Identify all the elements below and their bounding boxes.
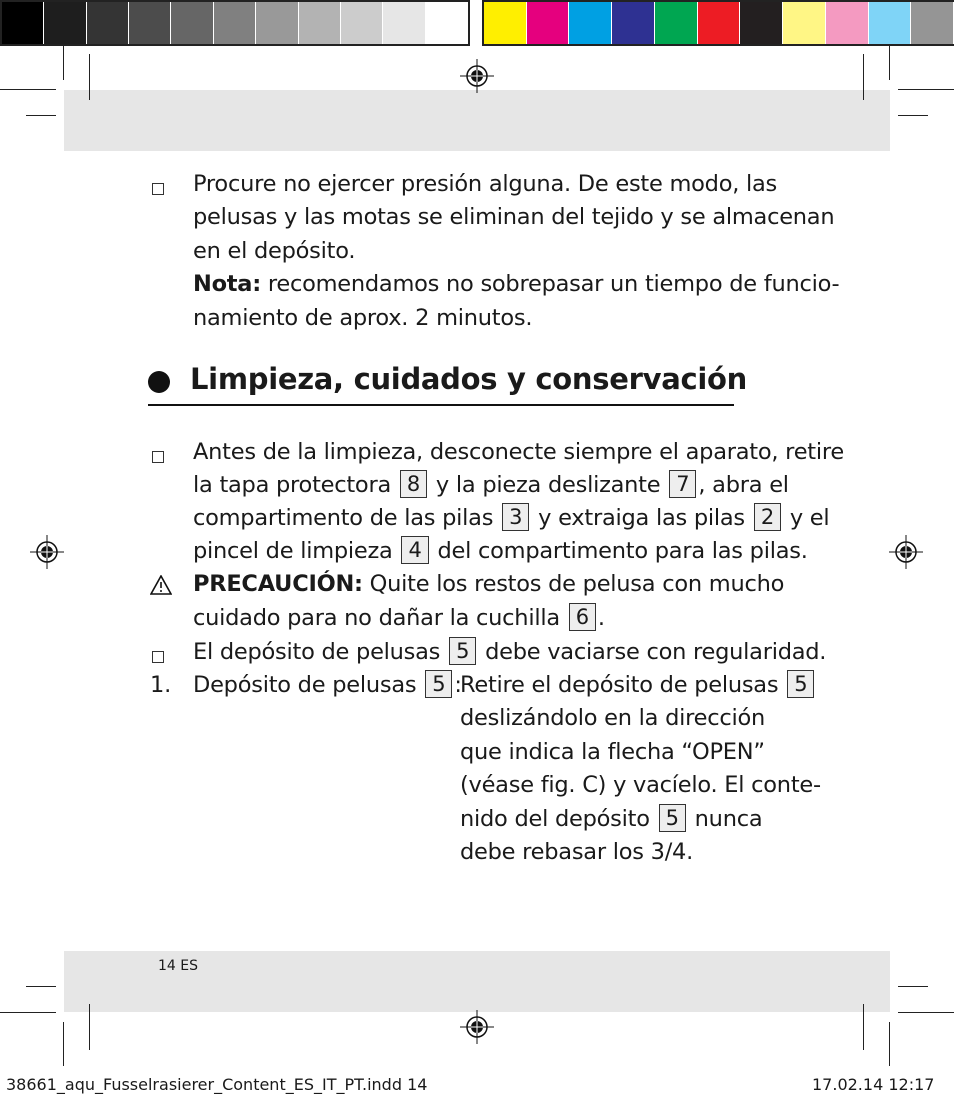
step-description: [460, 803, 762, 837]
paragraph-line: en el depósito.: [193, 238, 356, 264]
color-swatch: [655, 2, 698, 44]
text-span: Retire el depósito de pelusas: [460, 672, 786, 698]
text-span: debe vaciarse con regularidad.: [478, 639, 827, 665]
crop-mark: [26, 115, 56, 116]
crop-mark: [898, 986, 928, 987]
crop-mark: [898, 89, 954, 90]
checkbox-bullet-icon: [152, 651, 164, 663]
slug-filename: 38661_aqu_Fusselrasierer_Content_ES_IT_PT.indd 14: [6, 1075, 428, 1094]
checkbox-bullet-icon: [152, 451, 164, 463]
text-span: :: [454, 672, 462, 698]
color-swatch: [698, 2, 741, 44]
text-span: .: [597, 605, 605, 631]
color-swatch: [44, 2, 86, 44]
color-swatch: [527, 2, 570, 44]
part-number-badge: 3: [502, 503, 529, 531]
color-swatch: [129, 2, 171, 44]
note-text: recomendamos no sobrepasar un tiempo de funcio-: [260, 271, 840, 297]
step-number: 1.: [150, 672, 171, 698]
crop-mark: [0, 1012, 56, 1013]
step-item: [193, 669, 462, 703]
caution-line: [193, 602, 605, 636]
color-swatch: [569, 2, 612, 44]
part-number-badge: 5: [425, 670, 452, 698]
color-swatch: [2, 2, 44, 44]
color-swatch: [740, 2, 783, 44]
crop-mark: [0, 89, 56, 90]
paragraph-line: [193, 502, 829, 536]
page-number: 14 ES: [158, 958, 198, 974]
registration-mark-icon: [30, 535, 64, 569]
text-span: del compartimento para las pilas.: [430, 538, 808, 564]
heading-bullet-icon: [148, 371, 170, 393]
text-span: y la pieza deslizante: [429, 472, 668, 498]
checkbox-bullet-icon: [152, 183, 164, 195]
crop-mark: [889, 46, 890, 80]
crop-mark: [63, 1022, 64, 1066]
step-description: debe rebasar los 3/4.: [460, 839, 693, 865]
crop-mark: [898, 115, 928, 116]
caution-line: [193, 568, 784, 602]
note-line: namiento de aprox. 2 minutos.: [193, 305, 533, 331]
color-swatch: [171, 2, 213, 44]
paragraph-line: pelusas y las motas se eliminan del tejido y se almacenan: [193, 204, 835, 230]
color-swatch: [256, 2, 298, 44]
grayscale-color-bar: [0, 0, 470, 46]
part-number-badge: 8: [400, 470, 427, 498]
crop-mark: [89, 1004, 90, 1050]
text-span: la tapa protectora: [193, 472, 398, 498]
part-number-badge: 5: [787, 670, 814, 698]
part-number-badge: 5: [659, 804, 686, 832]
color-swatch: [484, 2, 527, 44]
note-label: Nota:: [193, 271, 261, 297]
step-description: que indica la flecha “OPEN”: [460, 739, 765, 765]
crop-mark: [863, 1004, 864, 1050]
text-span: y el: [782, 505, 830, 531]
paragraph-line: Antes de la limpieza, desconecte siempre el aparato, retire: [193, 439, 844, 465]
part-number-badge: 2: [754, 503, 781, 531]
caution-label: PRECAUCIÓN:: [193, 571, 363, 597]
color-swatch: [783, 2, 826, 44]
slug-date: 17.02.14 12:17: [812, 1075, 935, 1094]
text-span: cuidado para no dañar la cuchilla: [193, 605, 567, 631]
text-span: compartimento de las pilas: [193, 505, 501, 531]
text-span: y extraiga las pilas: [531, 505, 752, 531]
step-description: deslizándolo en la dirección: [460, 705, 766, 731]
color-swatch: [341, 2, 383, 44]
paragraph-line: Procure no ejercer presión alguna. De este modo, las: [193, 171, 778, 197]
text-span: pincel de limpieza: [193, 538, 400, 564]
color-swatch: [426, 2, 468, 44]
part-number-badge: 4: [401, 536, 428, 564]
crop-mark: [889, 1022, 890, 1066]
text-span: El depósito de pelusas: [193, 639, 448, 665]
step-description: (véase fig. C) y vacíelo. El conte-: [460, 772, 821, 798]
heading-underline: [148, 404, 734, 406]
part-number-badge: 5: [449, 637, 476, 665]
crop-mark: [63, 46, 64, 80]
crop-mark: [26, 986, 56, 987]
crop-mark: [898, 1012, 954, 1013]
registration-mark-icon: [889, 535, 923, 569]
part-number-badge: 7: [669, 470, 696, 498]
crop-mark: [863, 54, 864, 100]
color-swatch: [826, 2, 869, 44]
color-swatch: [869, 2, 912, 44]
warning-triangle-icon: [150, 575, 172, 595]
color-swatch: [87, 2, 129, 44]
text-span: , abra el: [698, 472, 789, 498]
part-number-badge: 6: [569, 603, 596, 631]
process-color-bar: [482, 0, 954, 46]
registration-mark-icon: [460, 59, 494, 93]
paragraph-line: [193, 535, 808, 569]
header-band: [64, 90, 890, 151]
step-description: [460, 669, 816, 703]
color-swatch: [612, 2, 655, 44]
crop-mark: [89, 54, 90, 100]
section-heading: Limpieza, cuidados y conservación: [190, 362, 747, 396]
color-swatch: [214, 2, 256, 44]
text-span: nunca: [687, 806, 763, 832]
color-swatch: [383, 2, 425, 44]
text-span: Quite los restos de pelusa con mucho: [362, 571, 785, 597]
text-span: nido del depósito: [460, 806, 657, 832]
registration-mark-icon: [460, 1010, 494, 1044]
note-line: [193, 268, 839, 302]
text-span: Depósito de pelusas: [193, 672, 424, 698]
paragraph-line: [193, 636, 826, 670]
color-swatch: [911, 2, 954, 44]
color-swatch: [299, 2, 341, 44]
paragraph-line: [193, 469, 789, 503]
